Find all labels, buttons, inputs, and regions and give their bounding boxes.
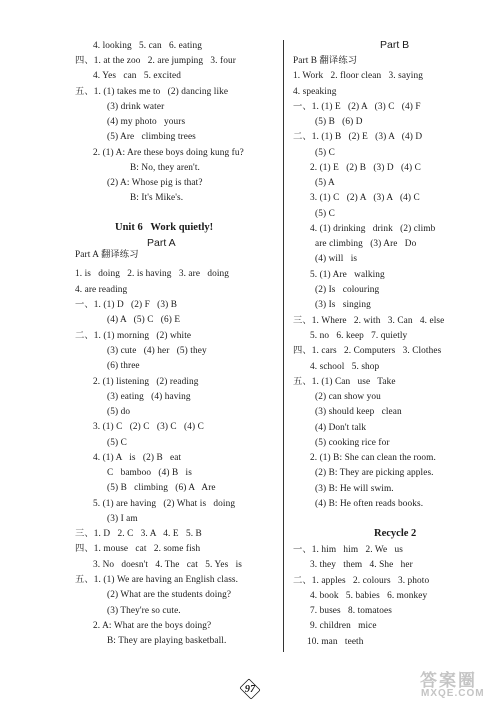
answer-line-part-b-8: 2. (1) E (2) B (3) D (4) C [310, 163, 421, 173]
answer-line-part-b-29: (3) B: He will swim. [315, 484, 394, 494]
answer-line-recycle-7: 10. man teeth [307, 637, 364, 647]
answer-line-unit6-26: B: They are playing basketball. [107, 636, 227, 646]
answer-line-unit6-3: 4. are reading [75, 285, 128, 295]
answer-line-part-b-25: (4) Don't talk [315, 423, 367, 433]
answer-line-part-b-30: (4) B: He often reads books. [315, 499, 424, 509]
answer-line-recycle-6: 9. children mice [310, 621, 377, 631]
answer-line-unit6-8: (6) three [107, 361, 140, 371]
answer-line-unit6-13: (5) C [107, 438, 127, 448]
answer-line-part-b-14: (4) will is [315, 254, 358, 264]
answer-line-5: (3) drink water [107, 102, 165, 112]
answer-line-part-b-7: (5) C [315, 148, 335, 158]
answer-line-unit6-20: 四、1. mouse cat 2. some fish [75, 544, 201, 554]
answer-line-unit6-19: 三、1. D 2. C 3. A 4. E 5. B [75, 529, 202, 539]
answer-line-9: B: No, they aren't. [130, 163, 200, 173]
section-heading-part-b: Part B [380, 39, 410, 51]
answer-line-recycle-3: 二、1. apples 2. colours 3. photo [293, 576, 430, 586]
answer-line-part-b-24: (3) should keep clean [315, 407, 402, 417]
answer-line-unit6-6: 二、1. (1) morning (2) white [75, 331, 192, 341]
answer-line-part-b-6: 二、1. (1) B (2) E (3) A (4) D [293, 132, 423, 142]
section-heading-recycle-2: Recycle 2 [374, 528, 417, 539]
answer-line-unit6-16: (5) B climbing (6) A Are [107, 483, 216, 493]
answer-line-recycle-1: 一、1. him him 2. We us [293, 545, 403, 555]
answer-line-unit6-15: C bamboo (4) B is [107, 468, 192, 478]
answer-line-4: 五、1. (1) takes me to (2) dancing like [75, 87, 229, 97]
answer-line-unit6-11: (5) do [107, 407, 131, 417]
answer-line-part-b-12: 4. (1) drinking drink (2) climb [310, 224, 436, 234]
watermark-bottom-text: MXQE.COM [421, 688, 485, 699]
answer-line-part-b-5: (5) B (6) D [315, 117, 363, 127]
answer-line-part-b-16: (2) Is colouring [315, 285, 380, 295]
answer-line-unit6-25: 2. A: What are the boys doing? [93, 621, 212, 631]
answer-line-unit6-10: (3) eating (4) having [107, 392, 191, 402]
answer-line-part-b-9: (5) A [315, 178, 335, 188]
answer-line-unit6-1: Part A 翻译练习 [75, 250, 139, 260]
answer-line-part-b-20: 四、1. cars 2. Computers 3. Clothes [293, 346, 442, 356]
watermark-top-text: 答案圈 [420, 671, 477, 690]
answer-line-part-b-3: 4. speaking [293, 87, 337, 97]
answer-line-1: 4. looking 5. can 6. eating [93, 41, 202, 51]
answer-line-unit6-22: 五、1. (1) We are having an English class. [75, 575, 239, 585]
answer-line-7: (5) Are climbing trees [107, 132, 196, 142]
answer-line-part-b-17: (3) Is singing [315, 300, 371, 310]
answer-line-unit6-21: 3. No doesn't 4. The cat 5. Yes is [93, 560, 242, 570]
answer-line-part-b-13: are climbing (3) Are Do [315, 239, 417, 249]
column-divider [283, 40, 284, 652]
answer-line-unit6-7: (3) cute (4) her (5) they [107, 346, 207, 356]
unit-title: Unit 6 Work quietly! [115, 222, 214, 233]
answer-line-recycle-2: 3. they them 4. She her [310, 560, 413, 570]
answer-line-part-b-21: 4. school 5. shop [310, 362, 380, 372]
answer-line-unit6-23: (2) What are the students doing? [107, 590, 232, 600]
answer-line-part-b-23: (2) can show you [315, 392, 381, 402]
section-heading-part-a: Part A [147, 237, 176, 249]
page-number-text: 97 [244, 683, 256, 695]
answer-line-unit6-24: (3) They're so cute. [107, 606, 181, 616]
answer-line-unit6-17: 5. (1) are having (2) What is doing [93, 499, 236, 509]
answer-line-recycle-4: 4. book 5. babies 6. monkey [310, 591, 428, 601]
answer-line-part-b-1: Part B 翻译练习 [293, 56, 358, 66]
answer-line-recycle-5: 7. buses 8. tomatoes [310, 606, 392, 616]
answer-line-unit6-12: 3. (1) C (2) C (3) C (4) C [93, 422, 204, 432]
answer-line-8: 2. (1) A: Are these boys doing kung fu? [93, 148, 244, 158]
answer-line-unit6-18: (3) I am [107, 514, 138, 524]
watermark-logo [418, 666, 496, 704]
answer-line-10: (2) A: Whose pig is that? [107, 178, 203, 188]
answer-line-3: 4. Yes can 5. excited [93, 71, 181, 81]
answer-line-unit6-2: 1. is doing 2. is having 3. are doing [75, 269, 230, 279]
answer-line-6: (4) my photo yours [107, 117, 186, 127]
answer-line-unit6-4: 一、1. (1) D (2) F (3) B [75, 300, 178, 310]
answer-line-2: 四、1. at the zoo 2. are jumping 3. four [75, 56, 236, 66]
answer-line-part-b-15: 5. (1) Are walking [310, 270, 385, 280]
answer-line-unit6-14: 4. (1) A is (2) B eat [93, 453, 182, 463]
answer-line-unit6-5: (4) A (5) C (6) E [107, 315, 181, 325]
answer-line-part-b-18: 三、1. Where 2. with 3. Can 4. else [293, 316, 445, 326]
answer-line-part-b-10: 3. (1) C (2) A (3) A (4) C [310, 193, 420, 203]
answer-line-part-b-2: 1. Work 2. floor clean 3. saying [293, 71, 423, 81]
answer-line-part-b-26: (5) cooking rice for [315, 438, 390, 448]
page-number [235, 678, 265, 700]
answer-line-part-b-4: 一、1. (1) E (2) A (3) C (4) F [293, 102, 421, 112]
answer-line-part-b-19: 5. no 6. keep 7. quietly [310, 331, 408, 341]
answer-line-11: B: It's Mike's. [130, 193, 184, 203]
answer-line-part-b-11: (5) C [315, 209, 335, 219]
answer-line-part-b-28: (2) B: They are picking apples. [315, 468, 434, 478]
answer-line-unit6-9: 2. (1) listening (2) reading [93, 377, 199, 387]
answer-line-part-b-27: 2. (1) B: She can clean the room. [310, 453, 436, 463]
answer-line-part-b-22: 五、1. (1) Can use Take [293, 377, 396, 387]
